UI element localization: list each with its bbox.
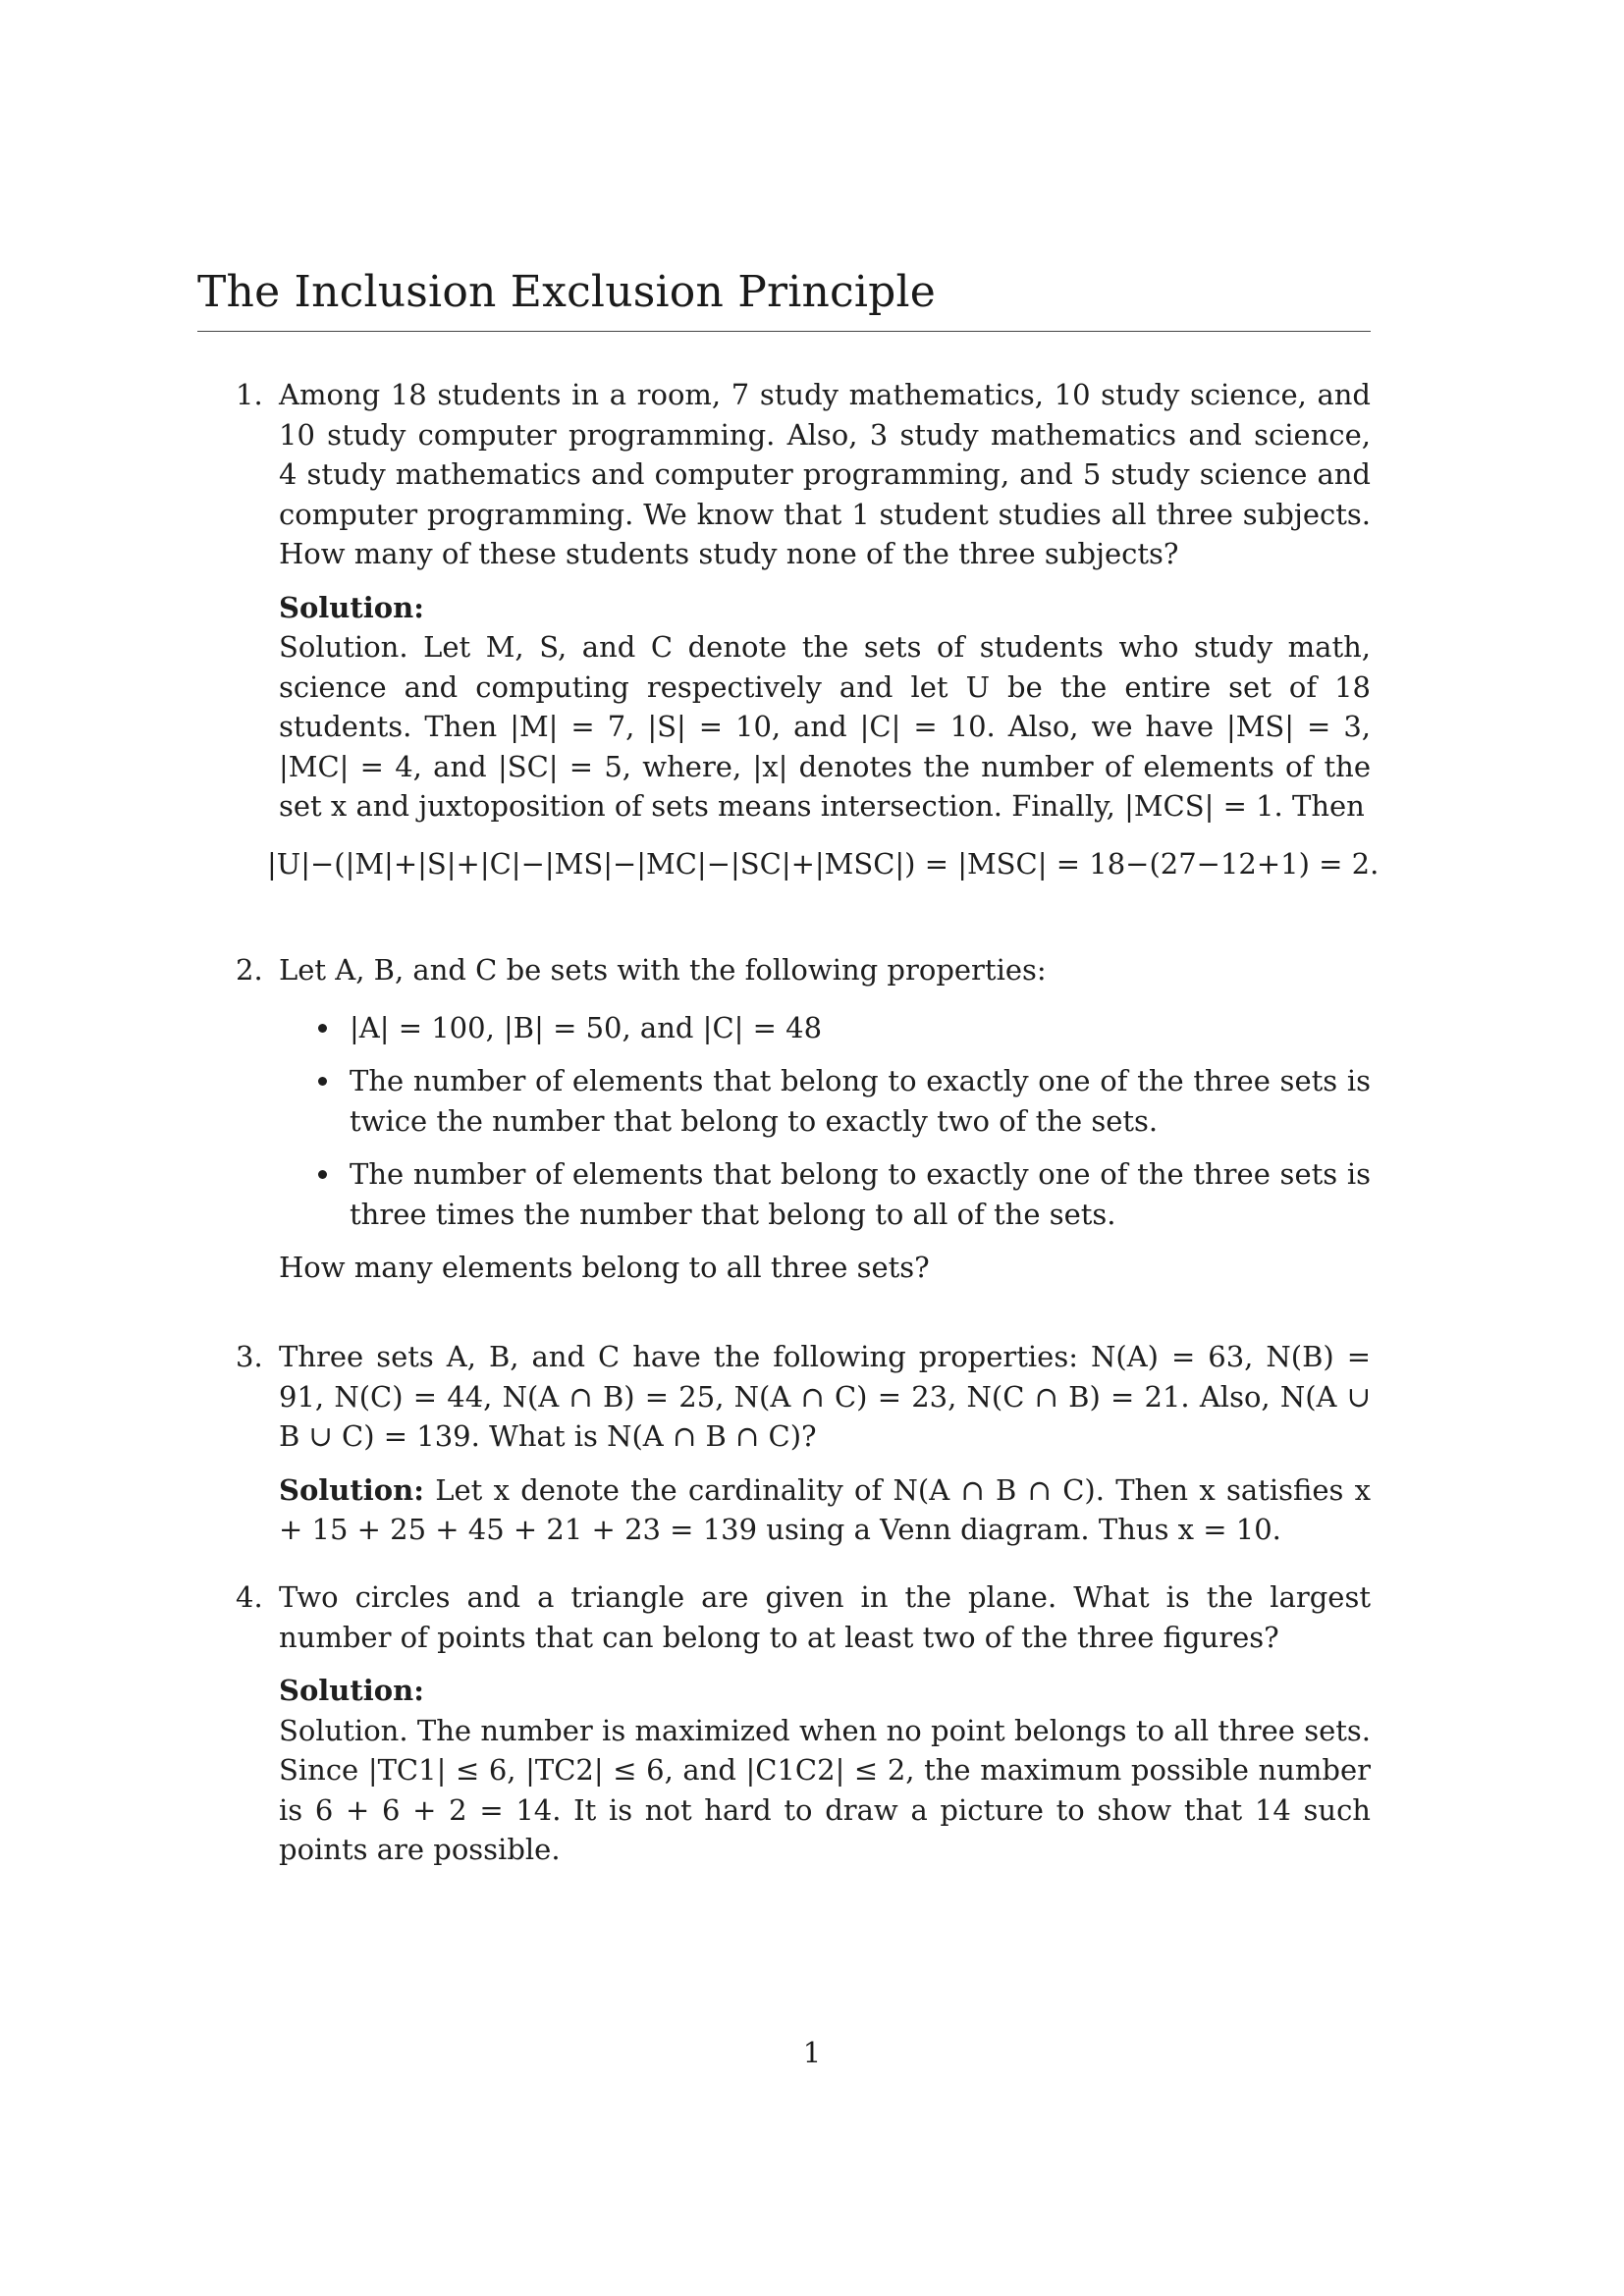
solution-text: Let x denote the cardinality of N(A ∩ B ∩ C). Then x satisfies x + 15 + 25 + 45 + 21 + 23 = 139 using a Venn diagram. Thus x = 10. bbox=[279, 1472, 1372, 1546]
list-item bbox=[279, 1008, 1371, 1048]
list-item bbox=[279, 1154, 1371, 1234]
solution-heading: Solution: bbox=[279, 1472, 424, 1507]
problem-text: Two circles and a triangle are given in the plane. What is the largest number of points that can belong to at least two of the three figures? bbox=[279, 1580, 1371, 1654]
solution-heading: Solution: bbox=[279, 1674, 424, 1707]
problem-body bbox=[279, 950, 1371, 1288]
bullet-icon bbox=[318, 1024, 327, 1033]
problem-text: Three sets A, B, and C have the following properties: N(A) = 63, N(B) = 91, N(C) = 44, N(A ∩ B) = 25, N(A ∩ C) = 23, N(C ∩ B) = 21. Also, N(A ∪ B ∪ C) = 139. What is N(A ∩ B ∩ C)? bbox=[279, 1340, 1371, 1453]
list-item bbox=[279, 1061, 1371, 1141]
problem-body bbox=[279, 1577, 1371, 1870]
problem-text: Among 18 students in a room, 7 study mathematics, 10 study science, and 10 study computer programming. Also, 3 study mathematics and science, 4 study mathematics and computer programming, and 5 study science and computer programming. We know that 1 student studies all three subjects. How many of these students study none of the three subjects? bbox=[279, 378, 1371, 570]
problem-number: 4. bbox=[236, 1580, 263, 1614]
problem-body bbox=[279, 1337, 1371, 1550]
solution-heading: Solution: bbox=[279, 590, 424, 624]
property-list bbox=[279, 1008, 1371, 1235]
list-item-text: The number of elements that belong to exactly one of the three sets is twice the number that belong to exactly two of the sets. bbox=[350, 1064, 1371, 1138]
list-item-text: The number of elements that belong to exactly one of the three sets is three times the number that belong to all of the sets. bbox=[350, 1157, 1371, 1231]
list-item-text: |A| = 100, |B| = 50, and |C| = 48 bbox=[350, 1010, 823, 1044]
problem-number: 1. bbox=[236, 378, 263, 411]
solution-text: Solution. The number is maximized when no point belongs to all three sets. Since |TC1| ≤ 6, |TC2| ≤ 6, and |C1C2| ≤ 2, the maximum possible number is 6 + 6 + 2 = 14. It is not hard to draw a picture to show that 14 such points are possible. bbox=[279, 1713, 1371, 1866]
problem-text: Let A, B, and C be sets with the following properties: bbox=[279, 953, 1047, 987]
problem-body bbox=[267, 375, 1380, 883]
bullet-icon bbox=[318, 1077, 327, 1086]
problem-question: How many elements belong to all three sets? bbox=[279, 1251, 930, 1284]
problem-number: 3. bbox=[236, 1340, 263, 1373]
problem-number: 2. bbox=[236, 953, 263, 987]
solution-paragraph bbox=[279, 1470, 1371, 1550]
solution-text: Solution. Let M, S, and C denote the sets of students who study math, science and computing respectively and let U be the entire set of 18 students. Then |M| = 7, |S| = 10, and |C| = 10. Also, we have |MS| = 3, |MC| = 4, and |SC| = 5, where, |x| denotes the number of elements of the set x and juxtoposition of sets means intersection. Finally, |MCS| = 1. Then bbox=[279, 630, 1371, 823]
solution-equation: |U|−(|M|+|S|+|C|−|MS|−|MC|−|SC|+|MSC|) = |MSC| = 18−(27−12+1) = 2. bbox=[267, 846, 1380, 881]
page-number: 1 bbox=[802, 2036, 822, 2069]
title-rule bbox=[197, 331, 1371, 332]
bullet-icon bbox=[318, 1170, 327, 1179]
page-title: The Inclusion Exclusion Principle bbox=[197, 267, 937, 317]
